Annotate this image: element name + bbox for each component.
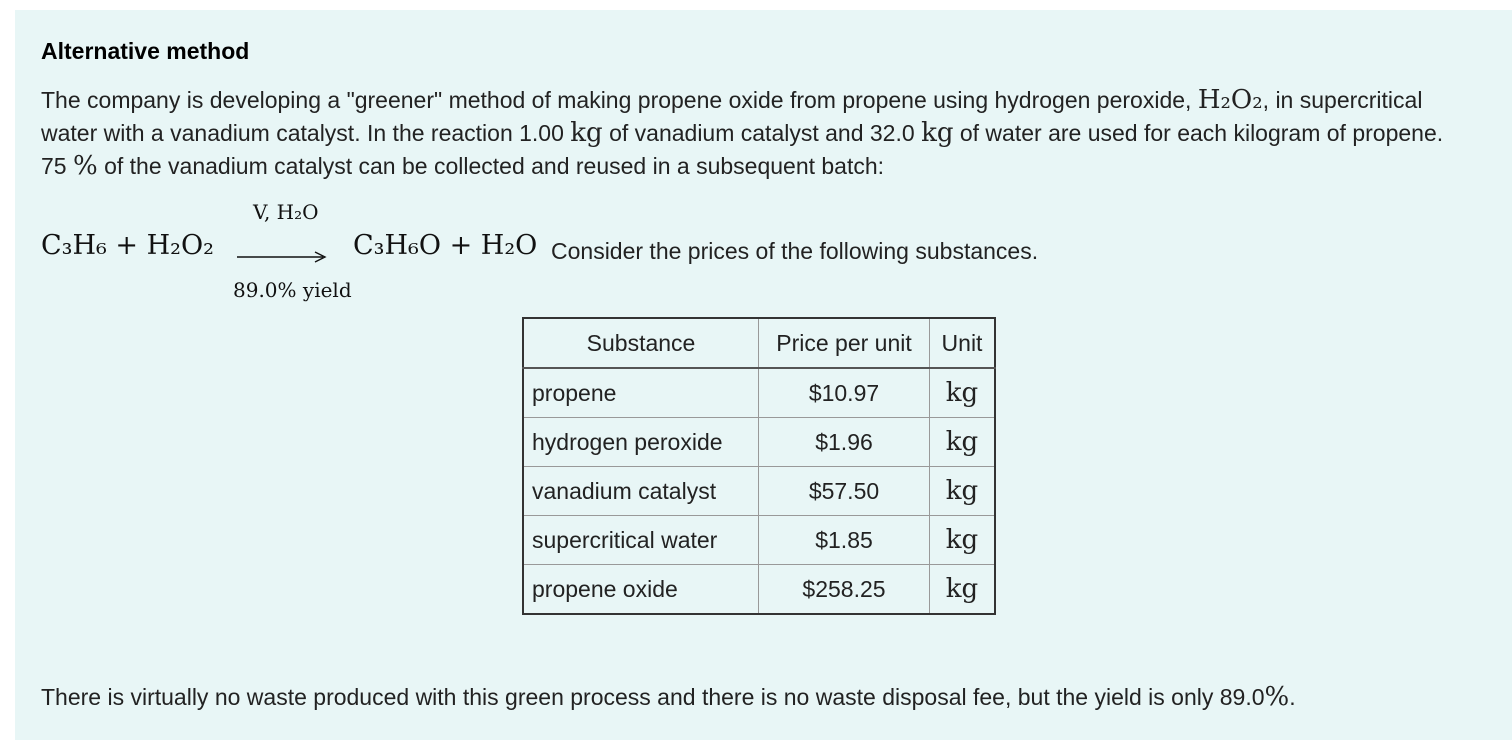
footer-text-1: There is virtually no waste produced with this green process and there is no waste disposal fee, but the yield is only 89.0: [41, 684, 1265, 710]
equation-products: C₃H₆O + H₂O: [353, 230, 538, 261]
percent-sign: %: [1264, 682, 1290, 712]
footer-text-2: .: [1289, 684, 1296, 710]
table-row: [523, 368, 995, 418]
prices-table: [522, 317, 996, 615]
price-cell: $1.85: [759, 516, 930, 565]
table-row: [523, 467, 995, 516]
unit-cell: kg: [930, 368, 996, 418]
intro-text-5: of the vanadium catalyst can be collected and reused in a subsequent batch:: [97, 153, 885, 179]
reaction-arrow-icon: [237, 250, 327, 264]
substance-cell: vanadium catalyst: [523, 467, 759, 516]
table-row: [523, 565, 995, 615]
intro-text-4: of water are used for each kilogram of propene. 75: [41, 120, 1444, 179]
substance-cell: supercritical water: [523, 516, 759, 565]
price-cell: $258.25: [759, 565, 930, 615]
hydrogen-peroxide-formula: H₂O₂: [1197, 85, 1263, 115]
price-column-header: Price per unit: [759, 318, 930, 368]
intro-paragraph: [41, 84, 1471, 183]
footer-paragraph: [41, 682, 1491, 712]
section-heading: Alternative method: [41, 38, 250, 64]
price-cell: $1.96: [759, 418, 930, 467]
intro-text-1: The company is developing a "greener" method of making propene oxide from propene using hydrogen peroxide,: [41, 87, 1198, 113]
price-cell: $57.50: [759, 467, 930, 516]
substance-cell: propene: [523, 368, 759, 418]
substance-cell: propene oxide: [523, 565, 759, 615]
kg-unit: kg: [921, 118, 954, 148]
percent-sign: %: [72, 151, 98, 181]
intro-text-3: of vanadium catalyst and 32.0: [602, 120, 922, 146]
unit-cell: kg: [930, 565, 996, 615]
price-cell: $10.97: [759, 368, 930, 418]
arrow-condition-below: 89.0% yield: [233, 278, 352, 302]
equation-reactants: C₃H₆ + H₂O₂: [41, 230, 214, 261]
substance-column-header: Substance: [523, 318, 759, 368]
unit-cell: kg: [930, 418, 996, 467]
kg-unit: kg: [570, 118, 603, 148]
table-header-row: [523, 318, 995, 368]
unit-column-header: Unit: [930, 318, 996, 368]
unit-cell: kg: [930, 467, 996, 516]
consider-prices-text: Consider the prices of the following substances.: [551, 238, 1039, 264]
table-row: [523, 516, 995, 565]
unit-cell: kg: [930, 516, 996, 565]
table-row: [523, 418, 995, 467]
substance-cell: hydrogen peroxide: [523, 418, 759, 467]
arrow-condition-above: V, H₂O: [253, 200, 319, 224]
intro-text-2: , in supercritical water with a vanadium catalyst. In the reaction 1.00: [41, 87, 1423, 146]
